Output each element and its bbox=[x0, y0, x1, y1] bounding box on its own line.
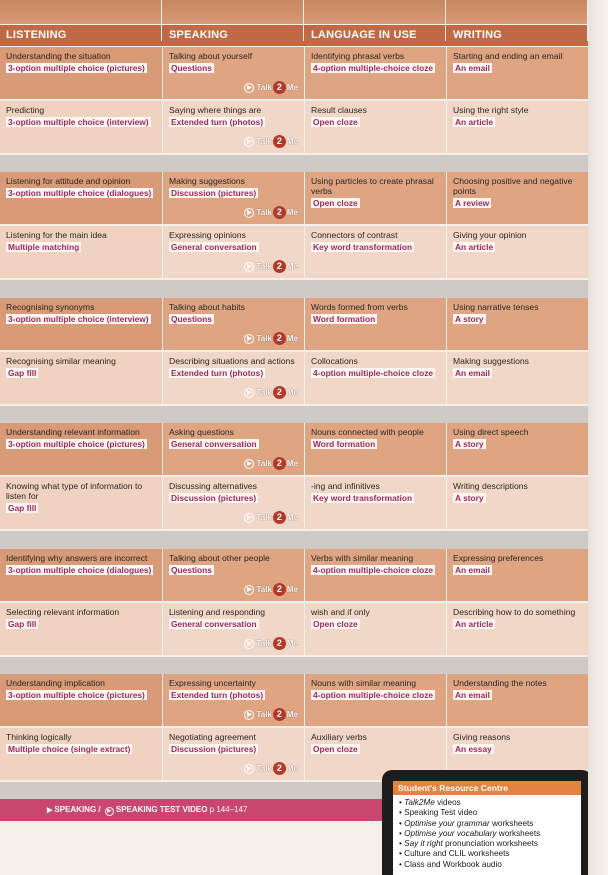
cell-writing bbox=[447, 674, 588, 726]
skill-text: Result clauses bbox=[311, 105, 367, 115]
task-type: A story bbox=[455, 314, 484, 324]
task-type: 3-option multiple choice (interview) bbox=[8, 314, 149, 324]
talk2me-video-button[interactable] bbox=[244, 386, 298, 399]
cell-listening bbox=[0, 549, 162, 601]
footer-bar bbox=[0, 799, 395, 821]
unit-divider bbox=[0, 280, 588, 298]
talk2me-video-button[interactable] bbox=[244, 260, 298, 273]
task-type: Key word transformation bbox=[313, 493, 413, 503]
skill-text: Understanding the situation bbox=[6, 51, 111, 61]
cell-writing bbox=[447, 352, 588, 404]
skill-text: Expressing uncertainty bbox=[169, 678, 256, 688]
task-type: 4-option multiple-choice cloze bbox=[313, 368, 434, 378]
resource-item bbox=[399, 808, 575, 818]
talk2me-video-button[interactable] bbox=[244, 762, 298, 775]
talk2me-pre: Talk bbox=[256, 82, 272, 92]
arrow-right-icon: ▶ bbox=[47, 807, 53, 814]
cell-writing bbox=[447, 549, 588, 601]
cell-speaking bbox=[163, 603, 304, 655]
play-icon: ▶ bbox=[105, 807, 114, 816]
skill-text: Thinking logically bbox=[6, 732, 72, 742]
task-type: Open cloze bbox=[313, 619, 358, 629]
task-type: 4-option multiple-choice cloze bbox=[313, 565, 434, 575]
talk2me-num: 2 bbox=[273, 332, 286, 345]
task-type: An article bbox=[455, 242, 494, 252]
talk2me-num: 2 bbox=[273, 81, 286, 94]
resource-item-text: videos bbox=[434, 798, 461, 807]
talk2me-pre: Talk bbox=[256, 261, 272, 271]
table-row bbox=[0, 477, 588, 529]
cell-speaking bbox=[163, 352, 304, 404]
task-type: An email bbox=[455, 565, 490, 575]
task-type: An article bbox=[455, 619, 494, 629]
task-type: An email bbox=[455, 368, 490, 378]
table-row bbox=[0, 101, 588, 153]
skill-text: Saying where things are bbox=[169, 105, 262, 115]
talk2me-video-button[interactable] bbox=[244, 583, 298, 596]
talk2me-num: 2 bbox=[273, 637, 286, 650]
header-language-in-use: LANGUAGE IN USE bbox=[305, 25, 446, 41]
talk2me-video-button[interactable] bbox=[244, 708, 298, 721]
resource-item-text: worksheets bbox=[489, 818, 534, 828]
table-row bbox=[0, 674, 588, 726]
skill-text: Identifying phrasal verbs bbox=[311, 51, 405, 61]
skill-text: Giving reasons bbox=[453, 732, 511, 742]
cell-writing bbox=[447, 423, 588, 475]
skill-text: Using the right style bbox=[453, 105, 529, 115]
talk2me-post: Me bbox=[286, 584, 298, 594]
page-edge bbox=[588, 0, 608, 875]
skill-text: Nouns with similar meaning bbox=[311, 678, 417, 688]
skill-text: Talking about other people bbox=[169, 553, 270, 563]
cell-listening bbox=[0, 423, 162, 475]
task-type: Extended turn (photos) bbox=[171, 690, 264, 700]
talk2me-post: Me bbox=[286, 638, 298, 648]
talk2me-num: 2 bbox=[273, 457, 286, 470]
task-type: Word formation bbox=[313, 439, 376, 449]
cell-writing bbox=[447, 477, 588, 529]
talk2me-post: Me bbox=[286, 763, 298, 773]
task-type: Multiple matching bbox=[8, 242, 80, 252]
skill-text: -ing and infinitives bbox=[311, 481, 380, 491]
talk2me-num: 2 bbox=[273, 583, 286, 596]
cell-language-in-use bbox=[305, 47, 446, 99]
footer-label-speaking: SPEAKING / bbox=[54, 805, 101, 814]
unit-divider bbox=[0, 155, 588, 172]
talk2me-num: 2 bbox=[273, 260, 286, 273]
unit-divider bbox=[0, 406, 588, 423]
header-writing: WRITING bbox=[447, 25, 588, 41]
task-type: Extended turn (photos) bbox=[171, 368, 264, 378]
table-row bbox=[0, 298, 588, 350]
skill-text: Understanding implication bbox=[6, 678, 105, 688]
skill-text: Selecting relevant information bbox=[6, 607, 120, 617]
cell-listening bbox=[0, 674, 162, 726]
task-type: General conversation bbox=[171, 619, 257, 629]
task-type: Open cloze bbox=[313, 117, 358, 127]
talk2me-pre: Talk bbox=[256, 512, 272, 522]
skill-text: Words formed from verbs bbox=[311, 302, 408, 312]
column-header-row bbox=[0, 25, 588, 46]
talk2me-post: Me bbox=[286, 136, 298, 146]
play-icon: ▶ bbox=[244, 513, 254, 523]
cell-language-in-use bbox=[305, 477, 446, 529]
resource-item bbox=[399, 819, 575, 829]
cell-speaking bbox=[163, 728, 304, 780]
cell-speaking bbox=[163, 674, 304, 726]
skill-text: Recognising synonyms bbox=[6, 302, 95, 312]
skill-text: Talking about yourself bbox=[169, 51, 253, 61]
task-type: 3-option multiple choice (interview) bbox=[8, 117, 149, 127]
skill-text: Discussing alternatives bbox=[169, 481, 257, 491]
resource-item bbox=[399, 798, 575, 808]
skill-text: Using particles to create phrasal verbs bbox=[311, 176, 434, 196]
skill-text: Listening for the main idea bbox=[6, 230, 107, 240]
play-icon: ▶ bbox=[244, 137, 254, 147]
header-listening: LISTENING bbox=[0, 25, 162, 41]
cell-speaking bbox=[163, 101, 304, 153]
talk2me-num: 2 bbox=[273, 206, 286, 219]
resource-item-title: Say it right bbox=[404, 839, 443, 849]
cell-language-in-use bbox=[305, 101, 446, 153]
resource-item-text: Class and Workbook audio bbox=[404, 859, 502, 869]
skill-text: Making suggestions bbox=[169, 176, 245, 186]
unit-divider bbox=[0, 531, 588, 549]
play-icon: ▶ bbox=[244, 334, 254, 344]
task-type: An essay bbox=[455, 744, 492, 754]
task-type: A story bbox=[455, 439, 484, 449]
talk2me-video-button[interactable] bbox=[244, 135, 298, 148]
skill-text: Nouns connected with people bbox=[311, 427, 424, 437]
skill-text: Listening for attitude and opinion bbox=[6, 176, 131, 186]
skill-text: Using narrative tenses bbox=[453, 302, 539, 312]
talk2me-pre: Talk bbox=[256, 458, 272, 468]
skill-text: Identifying why answers are incorrect bbox=[6, 553, 148, 563]
task-type: Open cloze bbox=[313, 744, 358, 754]
table-row bbox=[0, 603, 588, 655]
resource-item bbox=[399, 839, 575, 849]
talk2me-num: 2 bbox=[273, 386, 286, 399]
play-icon: ▶ bbox=[244, 710, 254, 720]
play-icon: ▶ bbox=[244, 585, 254, 595]
talk2me-post: Me bbox=[286, 261, 298, 271]
table-row bbox=[0, 423, 588, 475]
task-type: Discussion (pictures) bbox=[171, 493, 257, 503]
task-type: Open cloze bbox=[313, 198, 358, 208]
resource-item-text: worksheets bbox=[496, 828, 541, 838]
cell-writing bbox=[447, 603, 588, 655]
resource-item-title: Talk2Me bbox=[404, 798, 435, 807]
cell-language-in-use bbox=[305, 674, 446, 726]
resource-item-text: Culture and CLIL worksheets bbox=[404, 849, 510, 859]
talk2me-video-button[interactable] bbox=[244, 637, 298, 650]
task-type: Extended turn (photos) bbox=[171, 117, 264, 127]
top-strip bbox=[0, 0, 588, 24]
skill-text: Describing situations and actions bbox=[169, 356, 295, 366]
task-type: An article bbox=[455, 117, 494, 127]
cell-language-in-use bbox=[305, 172, 446, 224]
cell-listening bbox=[0, 603, 162, 655]
talk2me-pre: Talk bbox=[256, 387, 272, 397]
talk2me-pre: Talk bbox=[256, 584, 272, 594]
talk2me-pre: Talk bbox=[256, 709, 272, 719]
play-icon: ▶ bbox=[244, 208, 254, 218]
task-type: Questions bbox=[171, 565, 212, 575]
skill-text: Writing descriptions bbox=[453, 481, 528, 491]
skill-text: Asking questions bbox=[169, 427, 234, 437]
cell-listening bbox=[0, 226, 162, 278]
task-type: Discussion (pictures) bbox=[171, 188, 257, 198]
unit-divider bbox=[0, 657, 588, 674]
task-type: 3-option multiple choice (pictures) bbox=[8, 439, 145, 449]
skill-text: Choosing positive and negative points bbox=[453, 176, 573, 196]
talk2me-video-button[interactable] bbox=[244, 457, 298, 470]
talk2me-num: 2 bbox=[273, 762, 286, 775]
task-type: Gap fill bbox=[8, 503, 37, 513]
resource-item-text: Speaking Test video bbox=[404, 808, 478, 818]
skill-text: Using direct speech bbox=[453, 427, 529, 437]
task-type: 4-option multiple-choice cloze bbox=[313, 690, 434, 700]
cell-speaking bbox=[163, 47, 304, 99]
footer-label-video: SPEAKING TEST VIDEO bbox=[115, 805, 208, 814]
task-type: 3-option multiple choice (dialogues) bbox=[8, 188, 152, 198]
cell-writing bbox=[447, 101, 588, 153]
talk2me-post: Me bbox=[286, 82, 298, 92]
cell-language-in-use bbox=[305, 549, 446, 601]
talk2me-post: Me bbox=[286, 387, 298, 397]
table-row bbox=[0, 549, 588, 601]
cell-writing bbox=[447, 298, 588, 350]
skill-text: Describing how to do something bbox=[453, 607, 576, 617]
cell-language-in-use bbox=[305, 603, 446, 655]
cell-listening bbox=[0, 298, 162, 350]
talk2me-num: 2 bbox=[273, 135, 286, 148]
resource-item-text: pronunciation worksheets bbox=[442, 839, 538, 849]
cell-speaking bbox=[163, 172, 304, 224]
skill-text: Giving your opinion bbox=[453, 230, 527, 240]
resource-centre-list bbox=[393, 795, 581, 870]
skill-text: Expressing opinions bbox=[169, 230, 246, 240]
skill-text: Collocations bbox=[311, 356, 358, 366]
task-type: A review bbox=[455, 198, 490, 208]
task-type: Word formation bbox=[313, 314, 376, 324]
resource-item bbox=[399, 849, 575, 859]
skill-text: Understanding the notes bbox=[453, 678, 547, 688]
resource-item bbox=[399, 860, 575, 870]
cell-language-in-use bbox=[305, 298, 446, 350]
skill-text: Listening and responding bbox=[169, 607, 266, 617]
task-type: Questions bbox=[171, 314, 212, 324]
table-row bbox=[0, 226, 588, 278]
cell-speaking bbox=[163, 423, 304, 475]
talk2me-pre: Talk bbox=[256, 333, 272, 343]
task-type: 4-option multiple-choice cloze bbox=[313, 63, 434, 73]
task-type: 3-option multiple choice (dialogues) bbox=[8, 565, 152, 575]
cell-listening bbox=[0, 477, 162, 529]
talk2me-pre: Talk bbox=[256, 136, 272, 146]
cell-speaking bbox=[163, 298, 304, 350]
skill-text: Verbs with similar meaning bbox=[311, 553, 414, 563]
resource-centre-device bbox=[382, 770, 592, 875]
skill-text: Connectors of contrast bbox=[311, 230, 398, 240]
task-type: Multiple choice (single extract) bbox=[8, 744, 131, 754]
talk2me-num: 2 bbox=[273, 708, 286, 721]
play-icon: ▶ bbox=[244, 764, 254, 774]
skill-text: Making suggestions bbox=[453, 356, 529, 366]
footer-pages: p 144–147 bbox=[209, 805, 248, 814]
play-icon: ▶ bbox=[244, 639, 254, 649]
talk2me-post: Me bbox=[286, 709, 298, 719]
cell-writing bbox=[447, 47, 588, 99]
task-type: A story bbox=[455, 493, 484, 503]
task-type: Gap fill bbox=[8, 368, 37, 378]
talk2me-pre: Talk bbox=[256, 763, 272, 773]
task-type: An email bbox=[455, 63, 490, 73]
task-type: Discussion (pictures) bbox=[171, 744, 257, 754]
skill-text: Starting and ending an email bbox=[453, 51, 563, 61]
cell-speaking bbox=[163, 226, 304, 278]
table-row bbox=[0, 352, 588, 404]
resource-item-title: Optimise your grammar bbox=[404, 818, 490, 828]
skill-text: Understanding relevant information bbox=[6, 427, 140, 437]
talk2me-post: Me bbox=[286, 512, 298, 522]
task-type: Key word transformation bbox=[313, 242, 413, 252]
play-icon: ▶ bbox=[244, 459, 254, 469]
task-type: 3-option multiple choice (pictures) bbox=[8, 690, 145, 700]
skill-text: Talking about habits bbox=[169, 302, 245, 312]
task-type: Questions bbox=[171, 63, 212, 73]
task-type: General conversation bbox=[171, 439, 257, 449]
skill-text: Expressing preferences bbox=[453, 553, 544, 563]
cell-speaking bbox=[163, 477, 304, 529]
skill-text: Auxiliary verbs bbox=[311, 732, 367, 742]
cell-listening bbox=[0, 172, 162, 224]
task-type: An email bbox=[455, 690, 490, 700]
skill-text: Recognising similar meaning bbox=[6, 356, 116, 366]
talk2me-pre: Talk bbox=[256, 207, 272, 217]
talk2me-video-button[interactable] bbox=[244, 206, 298, 219]
talk2me-post: Me bbox=[286, 458, 298, 468]
talk2me-post: Me bbox=[286, 333, 298, 343]
table-row bbox=[0, 172, 588, 224]
play-icon: ▶ bbox=[244, 83, 254, 93]
resource-item bbox=[399, 829, 575, 839]
talk2me-video-button[interactable] bbox=[244, 332, 298, 345]
resource-centre-title: Student's Resource Centre bbox=[393, 781, 581, 795]
skill-text: Negotiating agreement bbox=[169, 732, 256, 742]
header-speaking: SPEAKING bbox=[163, 25, 304, 41]
cell-listening bbox=[0, 728, 162, 780]
task-type: General conversation bbox=[171, 242, 257, 252]
talk2me-video-button[interactable] bbox=[244, 511, 298, 524]
cell-speaking bbox=[163, 549, 304, 601]
play-icon: ▶ bbox=[244, 262, 254, 272]
skill-text: Predicting bbox=[6, 105, 45, 115]
cell-language-in-use bbox=[305, 226, 446, 278]
talk2me-pre: Talk bbox=[256, 638, 272, 648]
cell-listening bbox=[0, 101, 162, 153]
cell-listening bbox=[0, 352, 162, 404]
talk2me-num: 2 bbox=[273, 511, 286, 524]
play-icon: ▶ bbox=[244, 388, 254, 398]
skill-text: Knowing what type of information to listen for bbox=[6, 481, 143, 501]
table-row bbox=[0, 47, 588, 99]
talk2me-post: Me bbox=[286, 207, 298, 217]
skill-text: wish and if only bbox=[311, 607, 370, 617]
cell-writing bbox=[447, 172, 588, 224]
task-type: 3-option multiple choice (pictures) bbox=[8, 63, 145, 73]
task-type: Gap fill bbox=[8, 619, 37, 629]
cell-listening bbox=[0, 47, 162, 99]
resource-item-title: Optimise your vocabulary bbox=[404, 828, 497, 838]
cell-writing bbox=[447, 226, 588, 278]
cell-language-in-use bbox=[305, 423, 446, 475]
cell-language-in-use bbox=[305, 352, 446, 404]
talk2me-video-button[interactable] bbox=[244, 81, 298, 94]
